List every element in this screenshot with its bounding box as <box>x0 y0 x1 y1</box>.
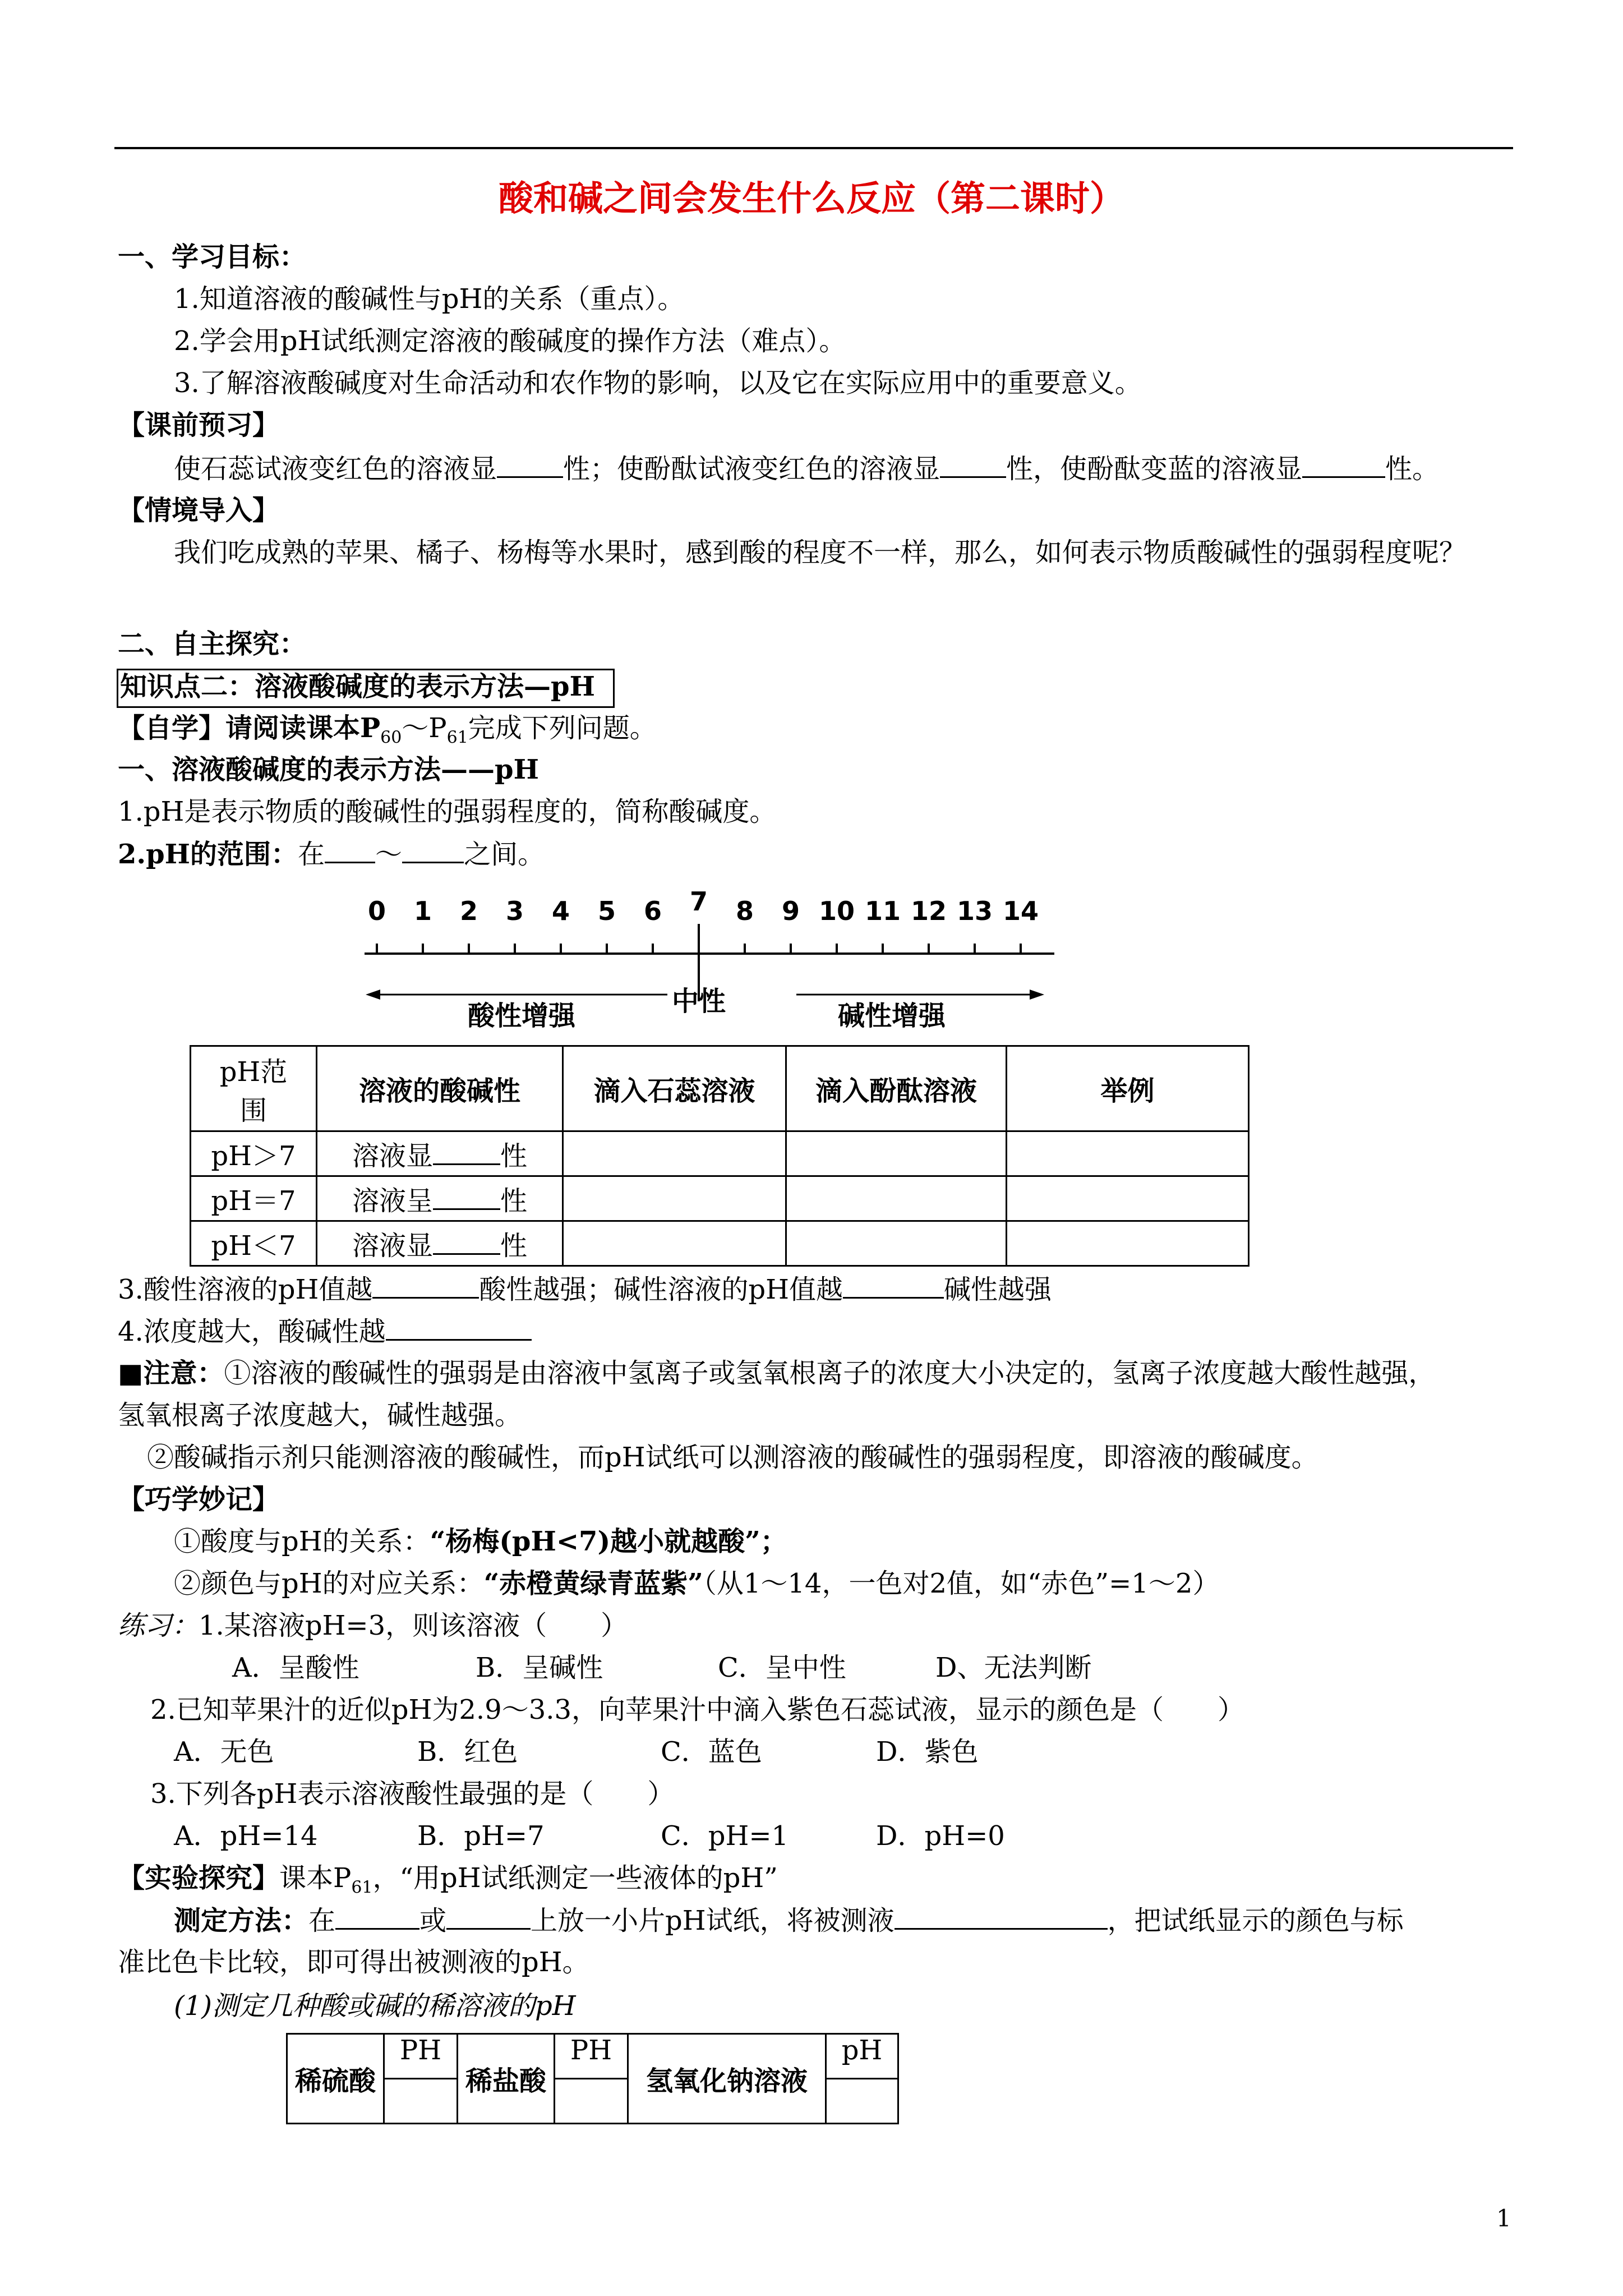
intro-text: 我们吃成熟的苹果、橘子、杨梅等水果时，感到酸的程度不一样，那么，如何表示物质酸碱性的强弱程度呢？ <box>174 537 1467 568</box>
section1-heading: 一、学习目标： <box>118 241 307 273</box>
q3-option-c: C．pH=1 <box>661 1820 789 1852</box>
table-cell: PH <box>555 2034 628 2079</box>
table-cell <box>786 1176 1007 1221</box>
base-label: 碱性增强 <box>837 1000 946 1032</box>
blank <box>325 837 375 863</box>
point-2-tilde: ～ <box>375 839 403 870</box>
blank <box>433 1184 500 1210</box>
point-3 <box>118 1272 1052 1306</box>
scale-tick-label: 11 <box>864 896 901 926</box>
preview-line <box>174 452 1439 486</box>
preview-heading: 【课前预习】 <box>118 409 280 441</box>
scale-tick-label: 3 <box>505 896 524 926</box>
table-row <box>191 1221 1249 1266</box>
blank <box>1302 452 1385 478</box>
table-row <box>287 2034 898 2079</box>
table-cell: PH <box>384 2034 458 2079</box>
memo-emphasis: “杨梅(pH<7)越小就越酸”； <box>430 1526 787 1557</box>
table-cell: 稀硫酸 <box>287 2034 384 2124</box>
preview-text-2: 性；使酚酞试液变红色的溶液显 <box>563 453 940 485</box>
scale-tick-label: 4 <box>551 896 570 926</box>
self-study-mid: ～P <box>402 712 447 744</box>
table-row <box>191 1131 1249 1176</box>
point-3-text-a: 3.酸性溶液的pH值越 <box>118 1274 373 1305</box>
table-cell <box>786 1131 1007 1176</box>
table-cell <box>563 1176 786 1221</box>
page-sub-1: 60 <box>380 728 402 748</box>
ph-scale <box>353 878 1066 1041</box>
scale-tick-label: 10 <box>818 896 855 926</box>
point-4-text: 4.浓度越大，酸碱性越 <box>118 1316 386 1347</box>
table-header-cell <box>191 1046 317 1131</box>
point-3-text-c: 碱性越强 <box>943 1274 1052 1305</box>
method-text: ，把试纸显示的颜色与标 <box>1107 1905 1404 1936</box>
experiment-subtitle: (1)测定几种酸或碱的稀溶液的pH <box>174 1990 576 2022</box>
memo-line-2 <box>174 1567 1219 1600</box>
table-cell <box>317 1176 563 1221</box>
method-label: 测定方法： <box>174 1905 309 1936</box>
table-header-cell: 溶液的酸碱性 <box>317 1046 563 1131</box>
scale-tick-label: 6 <box>643 896 662 926</box>
blank <box>433 1139 500 1165</box>
table-cell <box>317 1131 563 1176</box>
ph-table <box>190 1045 1249 1267</box>
neutral-label: 中性 <box>671 986 726 1017</box>
table-cell <box>786 1221 1007 1266</box>
table-cell <box>563 1221 786 1266</box>
page-number: 1 <box>1496 2205 1511 2232</box>
blank <box>386 1314 532 1341</box>
q2-option-a: A．无色 <box>174 1736 274 1768</box>
scale-tick-label: 5 <box>597 896 616 926</box>
blank <box>843 1272 944 1299</box>
table-cell <box>384 2079 458 2124</box>
point-2 <box>118 837 545 871</box>
measurement-table <box>286 2033 899 2124</box>
blank <box>940 452 1006 478</box>
page-title: 酸和碱之间会发生什么反应（第二课时） <box>498 178 1124 219</box>
knowledge-title: 知识点二：溶液酸碱度的表示方法—pH <box>120 671 595 702</box>
cell-text: 性 <box>500 1185 528 1217</box>
goal-1: 1.知道溶液的酸碱性与pH的关系（重点）。 <box>174 283 685 315</box>
point-2-text: 在 <box>298 839 325 870</box>
point-1: 1.pH是表示物质的酸碱性的强弱程度的，简称酸碱度。 <box>118 796 777 827</box>
blank <box>433 1228 500 1255</box>
intro-heading: 【情境导入】 <box>118 495 280 526</box>
q2-option-c: C．蓝色 <box>661 1736 762 1768</box>
preview-text-3: 性，使酚酞变蓝的溶液显 <box>1006 453 1303 485</box>
point-2-end: 之间。 <box>464 839 545 870</box>
table-cell <box>1007 1221 1249 1266</box>
table-cell <box>563 1131 786 1176</box>
scale-tick-label: 13 <box>956 896 993 926</box>
table-cell <box>1007 1131 1249 1176</box>
memo-line-1 <box>174 1525 787 1558</box>
cell-text: 溶液显 <box>352 1140 433 1172</box>
q3-option-a: A．pH=14 <box>174 1820 318 1852</box>
self-study-end: 完成下列问题。 <box>468 712 657 744</box>
header-rule <box>114 147 1513 149</box>
blank <box>335 1903 419 1930</box>
cell-text: 溶液显 <box>352 1230 433 1262</box>
page-sub: 61 <box>351 1878 373 1898</box>
scale-tick-label: 1 <box>413 896 432 926</box>
note-line-3: ②酸碱指示剂只能测溶液的酸碱性，而pH试纸可以测溶液的酸碱性的强弱程度，即溶液的酸碱度。 <box>147 1442 1318 1473</box>
goal-3: 3.了解溶液酸碱度对生命活动和农作物的影响，以及它在实际应用中的重要意义。 <box>174 367 1142 399</box>
memo-text: ①酸度与pH的关系： <box>174 1526 430 1557</box>
exercise-q3: 3.下列各pH表示溶液酸性最强的是（ ） <box>150 1778 675 1810</box>
q3-option-d: D．pH=0 <box>876 1820 1005 1852</box>
exercise-q2: 2.已知苹果汁的近似pH为2.9～3.3，向苹果汁中滴入紫色石蕊试液，显示的颜色是（ ） <box>150 1694 1245 1726</box>
q3-option-b: B．pH=7 <box>417 1820 545 1852</box>
scale-tick-label: 2 <box>459 896 478 926</box>
scale-tick-label: 0 <box>367 896 386 926</box>
q1-option-d: D、无法判断 <box>935 1652 1092 1683</box>
note-label: ■注意： <box>118 1358 224 1389</box>
point-4 <box>118 1314 532 1349</box>
method-text: 或 <box>419 1905 447 1936</box>
note-line-2: 氢氧根离子浓度越大，碱性越强。 <box>118 1400 522 1431</box>
method-text: 在 <box>308 1905 336 1936</box>
cell-text: 性 <box>500 1230 528 1262</box>
table-cell: 稀盐酸 <box>458 2034 555 2124</box>
scale-tick-label: 9 <box>781 896 800 926</box>
memo-text: （从1～14，一色对2值，如“赤色”=1～2） <box>703 1568 1220 1599</box>
note-line-1 <box>118 1356 1435 1390</box>
table-cell <box>826 2079 898 2124</box>
point-3-text-b: 酸性越强；碱性溶液的pH值越 <box>479 1274 843 1305</box>
memo-text: ②颜色与pH的对应关系： <box>174 1568 484 1599</box>
table-cell: pH＝7 <box>191 1176 317 1221</box>
table-cell <box>317 1221 563 1266</box>
scale-tick-label: 8 <box>735 896 754 926</box>
scale-tick-label: 14 <box>1002 896 1039 926</box>
blank <box>497 452 563 478</box>
blank <box>895 1903 1108 1930</box>
table-cell: pH <box>826 2034 898 2079</box>
sub-heading: 一、溶液酸碱度的表示方法——pH <box>118 754 539 785</box>
q1-option-c: C．呈中性 <box>718 1652 846 1683</box>
experiment-heading: 【实验探究】 <box>118 1862 280 1894</box>
cell-text: 溶液呈 <box>352 1185 433 1217</box>
header-text: pH范 <box>219 1056 288 1088</box>
acid-arrow-head <box>366 990 380 1000</box>
preview-text-4: 性。 <box>1385 453 1440 485</box>
scale-tick-label: 7 <box>689 886 708 917</box>
note-text-1: ①溶液的酸碱性的强弱是由溶液中氢离子或氢氧根离子的浓度大小决定的，氢离子浓度越大酸性越强， <box>224 1358 1436 1389</box>
point-2-label: 2.pH的范围： <box>118 839 298 870</box>
section2-heading: 二、自主探究： <box>118 628 307 660</box>
table-cell: 氢氧化钠溶液 <box>628 2034 826 2124</box>
blank <box>446 1903 531 1930</box>
page-sub-2: 61 <box>446 728 468 748</box>
scale-tick-label: 12 <box>910 896 947 926</box>
self-study-label: 【自学】请阅读课本P <box>118 712 381 744</box>
table-header-row <box>191 1046 1249 1131</box>
blank <box>402 837 464 863</box>
q1-option-b: B．呈碱性 <box>476 1652 603 1683</box>
method-text: 上放一小片pH试纸，将被测液 <box>531 1905 895 1936</box>
q1-option-a: A．呈酸性 <box>232 1652 359 1683</box>
memo-heading: 【巧学妙记】 <box>118 1484 280 1515</box>
exercise-label: 练习： <box>118 1610 199 1641</box>
goal-2: 2.学会用pH试纸测定溶液的酸碱度的操作方法（难点）。 <box>174 325 846 357</box>
experiment-text: 课本P <box>279 1862 352 1894</box>
table-header-cell: 滴入石蕊溶液 <box>563 1046 786 1131</box>
experiment-text: ，“用pH试纸测定一些液体的pH” <box>372 1862 778 1894</box>
table-cell <box>1007 1176 1249 1221</box>
table-row <box>191 1176 1249 1221</box>
self-study <box>118 711 657 755</box>
q2-option-d: D．紫色 <box>876 1736 979 1768</box>
q2-option-b: B．红色 <box>417 1736 518 1768</box>
method-line <box>174 1903 1404 1938</box>
preview-text-1: 使石蕊试液变红色的溶液显 <box>174 453 497 485</box>
base-arrow-head <box>1030 990 1044 1000</box>
acid-label: 酸性增强 <box>467 1000 576 1032</box>
table-cell <box>555 2079 628 2124</box>
method-line-2: 准比色卡比较，即可得出被测液的pH。 <box>118 1947 589 1978</box>
experiment-line <box>118 1861 778 1905</box>
table-cell: pH＜7 <box>191 1221 317 1266</box>
table-header-cell: 滴入酚酞溶液 <box>786 1046 1007 1131</box>
table-cell: pH＞7 <box>191 1131 317 1176</box>
header-text: 围 <box>239 1094 267 1126</box>
blank <box>372 1272 479 1299</box>
cell-text: 性 <box>500 1140 528 1172</box>
exercise-q1 <box>118 1609 628 1642</box>
question-text: 1.某溶液pH=3，则该溶液（ ） <box>199 1610 628 1641</box>
memo-emphasis: “赤橙黄绿青蓝紫” <box>483 1568 703 1599</box>
table-header-cell: 举例 <box>1007 1046 1249 1131</box>
